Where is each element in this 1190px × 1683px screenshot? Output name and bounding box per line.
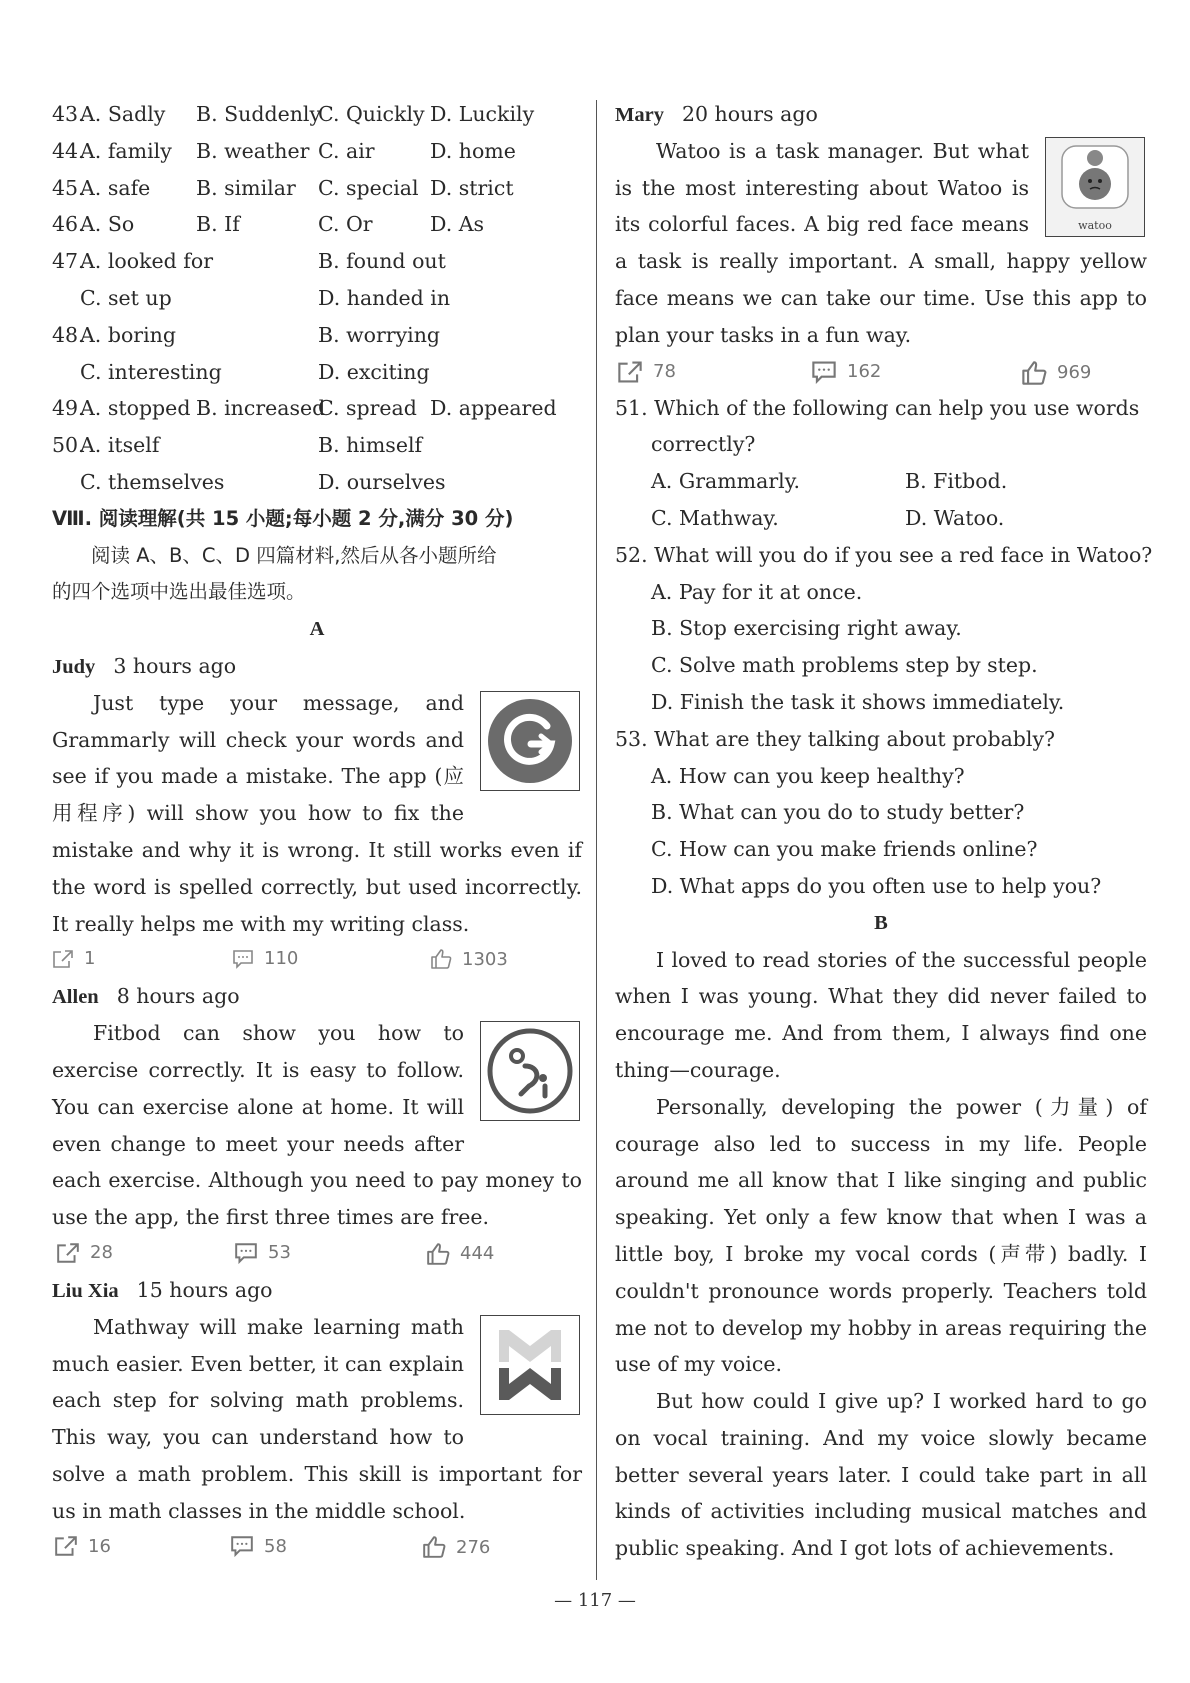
- right-column: [615, 96, 1153, 1567]
- option-c[interactable]: C. Solve math problems step by step.: [651, 653, 1038, 678]
- option-a[interactable]: A. So: [80, 212, 135, 237]
- share-icon: [54, 1535, 78, 1557]
- option-d[interactable]: D. Finish the task it shows immediately.: [651, 689, 1065, 714]
- question-48: 48. A. boring B. worrying: [52, 317, 582, 354]
- question-52: 52. What will you do if you see a red face in Watoo?: [615, 542, 1153, 567]
- post-stats-liuxia: [52, 1529, 582, 1565]
- option-a[interactable]: A. itself: [80, 433, 160, 458]
- post-stats-allen: [52, 1236, 582, 1272]
- question-49: 49. A. stopped B. increased C. spread D. appeared: [52, 390, 582, 427]
- option-a[interactable]: A. stopped: [80, 396, 191, 421]
- thumbs-up-icon: [426, 1242, 450, 1266]
- option-a[interactable]: A. Grammarly.: [651, 469, 801, 494]
- share-count: 78: [653, 361, 676, 383]
- option-c[interactable]: C. set up: [80, 285, 172, 310]
- option-a[interactable]: A. family: [80, 138, 172, 163]
- fitbod-logo-icon: [480, 1021, 580, 1121]
- share-icon: [617, 360, 643, 384]
- question-47-cd: [52, 280, 582, 317]
- thumbs-up-icon: [1021, 360, 1047, 386]
- mathway-logo-icon: [480, 1315, 580, 1415]
- option-b[interactable]: B. himself: [318, 433, 423, 458]
- post-header-judy: [52, 648, 582, 685]
- option-a[interactable]: A. How can you keep healthy?: [651, 763, 965, 788]
- share-count: 28: [90, 1242, 113, 1264]
- option-d[interactable]: D. exciting: [318, 359, 430, 384]
- option-c[interactable]: C. themselves: [80, 469, 225, 494]
- option-c[interactable]: C. special: [318, 175, 419, 200]
- post-stats-judy: [52, 942, 582, 978]
- question-53: 53. What are they talking about probably?: [615, 726, 1056, 751]
- option-c[interactable]: C. Quickly: [318, 102, 425, 126]
- part-b-heading: B: [874, 911, 888, 934]
- comment-icon: [232, 949, 254, 969]
- option-a[interactable]: A. safe: [80, 175, 151, 200]
- thumbs-up-icon: [430, 948, 452, 970]
- comment-count: 162: [847, 361, 882, 383]
- post-text: Fitbod can show you how to exercise correctly. It is easy to follow. You can exercise alone at home. It will even change to meet your needs after each exercise. Although you need to pay money to use the app, the first three times are free.: [52, 1021, 582, 1230]
- question-51-ab: [615, 463, 1147, 500]
- comment-button[interactable]: [811, 360, 881, 384]
- question-45: 45. A. safe B. similar C. special D. strict: [52, 170, 582, 207]
- share-count: 16: [88, 1535, 111, 1557]
- option-b[interactable]: B. found out: [318, 249, 446, 274]
- like-count: 969: [1057, 362, 1092, 384]
- question-46: 46. A. So B. If C. Or D. As: [52, 206, 582, 243]
- option-a[interactable]: A. boring: [80, 322, 176, 347]
- passage-b-paragraph-3: But how could I give up? I worked hard to go on vocal training. And my voice slowly became better several years later. I could take part in all kinds of activities including musical matches and public speaking. And I got lots of achievements.: [615, 1389, 1147, 1561]
- option-c[interactable]: C. air: [318, 138, 375, 163]
- question-51-cd: [615, 500, 1147, 537]
- option-b[interactable]: B. weather: [196, 138, 310, 163]
- left-column: [52, 96, 582, 1565]
- option-b[interactable]: B. Fitbod.: [905, 469, 1008, 494]
- option-b[interactable]: B. Stop exercising right away.: [651, 616, 962, 641]
- option-d[interactable]: D. handed in: [318, 285, 451, 310]
- post-body-judy: [52, 685, 582, 943]
- post-time: 3 hours ago: [113, 653, 237, 678]
- option-d[interactable]: D. What apps do you often use to help you?: [651, 873, 1102, 898]
- share-button[interactable]: [54, 1535, 111, 1557]
- post-body-liuxia: [52, 1309, 582, 1530]
- post-time: 20 hours ago: [681, 102, 818, 126]
- option-b[interactable]: B. increased: [196, 396, 326, 421]
- author-name: Judy: [52, 655, 96, 678]
- comment-button[interactable]: [234, 1242, 291, 1264]
- option-d[interactable]: D. appeared: [430, 396, 557, 421]
- like-button[interactable]: [426, 1242, 494, 1266]
- author-name: Mary: [615, 104, 664, 126]
- option-a[interactable]: A. Sadly: [80, 102, 166, 126]
- like-count: 1303: [462, 948, 508, 970]
- option-b[interactable]: B. worrying: [318, 322, 441, 347]
- share-button[interactable]: [617, 360, 676, 384]
- part-a-heading: A: [309, 618, 325, 641]
- watoo-logo-text: watoo: [1078, 218, 1112, 232]
- option-b[interactable]: B. What can you do to study better?: [651, 800, 1025, 825]
- option-b[interactable]: B. If: [196, 212, 240, 237]
- comment-count: 53: [268, 1242, 291, 1264]
- author-name: Liu Xia: [52, 1279, 119, 1302]
- question-43: 43. A. Sadly B. Suddenly C. Quickly D. Luckily: [52, 96, 582, 133]
- option-d[interactable]: D. ourselves: [318, 469, 446, 494]
- post-time: 8 hours ago: [116, 984, 240, 1009]
- option-d[interactable]: D. As: [430, 212, 485, 237]
- option-a[interactable]: A. looked for: [80, 249, 213, 274]
- comment-icon: [811, 360, 837, 384]
- option-b[interactable]: B. Suddenly: [196, 102, 322, 126]
- passage-b-paragraph-2: Personally, developing the power (力量) of courage also led to success in my life. People around me all know that I like singing and public speaking. Yet only a few know that when I was a little boy, I broke my vocal cords (声带) badly. I couldn't pronounce words properly. Teachers told me not to develop my hobby in areas requiring the use of my voice.: [615, 1094, 1147, 1377]
- option-d[interactable]: D. Luckily: [430, 102, 535, 126]
- section-intro-2: 的四个选项中选出最佳选项。: [52, 580, 306, 604]
- comment-button[interactable]: [230, 1535, 287, 1557]
- option-c[interactable]: C. interesting: [80, 359, 222, 384]
- comment-count: 58: [264, 1535, 287, 1557]
- section-title: Ⅷ. 阅读理解(共 15 小题;每小题 2 分,满分 30 分): [52, 506, 514, 530]
- option-d[interactable]: D. home: [430, 138, 516, 163]
- option-c[interactable]: C. spread: [318, 396, 417, 421]
- option-d[interactable]: D. strict: [430, 175, 514, 200]
- like-count: 276: [456, 1536, 491, 1558]
- thumbs-up-icon: [422, 1535, 446, 1559]
- post-text: Just type your message, and Grammarly will check your words and see if you made a mistake. The app (应用程序) will show you how to fix the mistake and why it is wrong. It still works even if the word is spelled correctly, but used incorrectly. It really helps me with my writing class.: [52, 690, 582, 936]
- comment-icon: [230, 1535, 254, 1557]
- share-count: 1: [84, 948, 96, 970]
- option-a[interactable]: A. Pay for it at once.: [651, 579, 863, 604]
- question-50: 50. A. itself B. himself: [52, 427, 582, 464]
- share-button[interactable]: [52, 948, 95, 969]
- share-icon: [52, 949, 74, 969]
- post-stats-mary: [615, 354, 1147, 390]
- share-icon: [56, 1242, 80, 1264]
- watoo-logo-icon: [1045, 137, 1145, 237]
- column-divider: [596, 100, 597, 1580]
- post-time: 15 hours ago: [136, 1277, 273, 1302]
- post-header-mary: [615, 96, 1147, 133]
- post-body-mary: [615, 133, 1147, 354]
- author-name: Allen: [52, 986, 99, 1009]
- option-b[interactable]: B. similar: [196, 175, 296, 200]
- section-intro-1: 阅读 A、B、C、D 四篇材料,然后从各小题所给: [91, 543, 497, 567]
- comment-icon: [234, 1242, 258, 1264]
- question-51: 51. Which of the following can help you use words: [615, 395, 1140, 420]
- comment-count: 110: [264, 948, 299, 970]
- passage-b-paragraph-1: I loved to read stories of the successful people when I was young. What they did never failed to encourage me. And from them, I always find one thing—courage.: [615, 947, 1147, 1082]
- like-button[interactable]: [1021, 360, 1091, 386]
- share-button[interactable]: [56, 1242, 113, 1264]
- post-header-allen: [52, 978, 582, 1015]
- option-d[interactable]: D. Watoo.: [905, 505, 1005, 530]
- like-count: 444: [460, 1243, 495, 1265]
- question-48-cd: [52, 354, 582, 391]
- post-text: Mathway will make learning math much easier. Even better, it can explain each step for solving math problems. This way, you can understand how to solve a math problem. This skill is important for us in math classes in the middle school.: [52, 1314, 582, 1523]
- post-text: Watoo is a task manager. But what is the most interesting about Watoo is its colorful faces. A big red face means a task is really important. A small, happy yellow face means we can take our time. Use this app to plan your tasks in a fun way.: [615, 138, 1147, 347]
- option-c[interactable]: C. Mathway.: [651, 505, 779, 530]
- like-button[interactable]: [430, 948, 508, 970]
- question-44: 44. A. family B. weather C. air D. home: [52, 133, 582, 170]
- option-c[interactable]: C. Or: [318, 212, 373, 237]
- like-button[interactable]: [422, 1535, 490, 1559]
- option-c[interactable]: C. How can you make friends online?: [651, 837, 1038, 862]
- post-header-liuxia: [52, 1272, 582, 1309]
- page-number: — 117 —: [554, 1590, 636, 1611]
- post-body-allen: [52, 1015, 582, 1236]
- question-51-cont: correctly?: [651, 432, 756, 457]
- question-47: 47. A. looked for B. found out: [52, 243, 582, 280]
- grammarly-logo-icon: [480, 691, 580, 791]
- question-50-cd: [52, 464, 582, 501]
- comment-button[interactable]: [232, 948, 298, 969]
